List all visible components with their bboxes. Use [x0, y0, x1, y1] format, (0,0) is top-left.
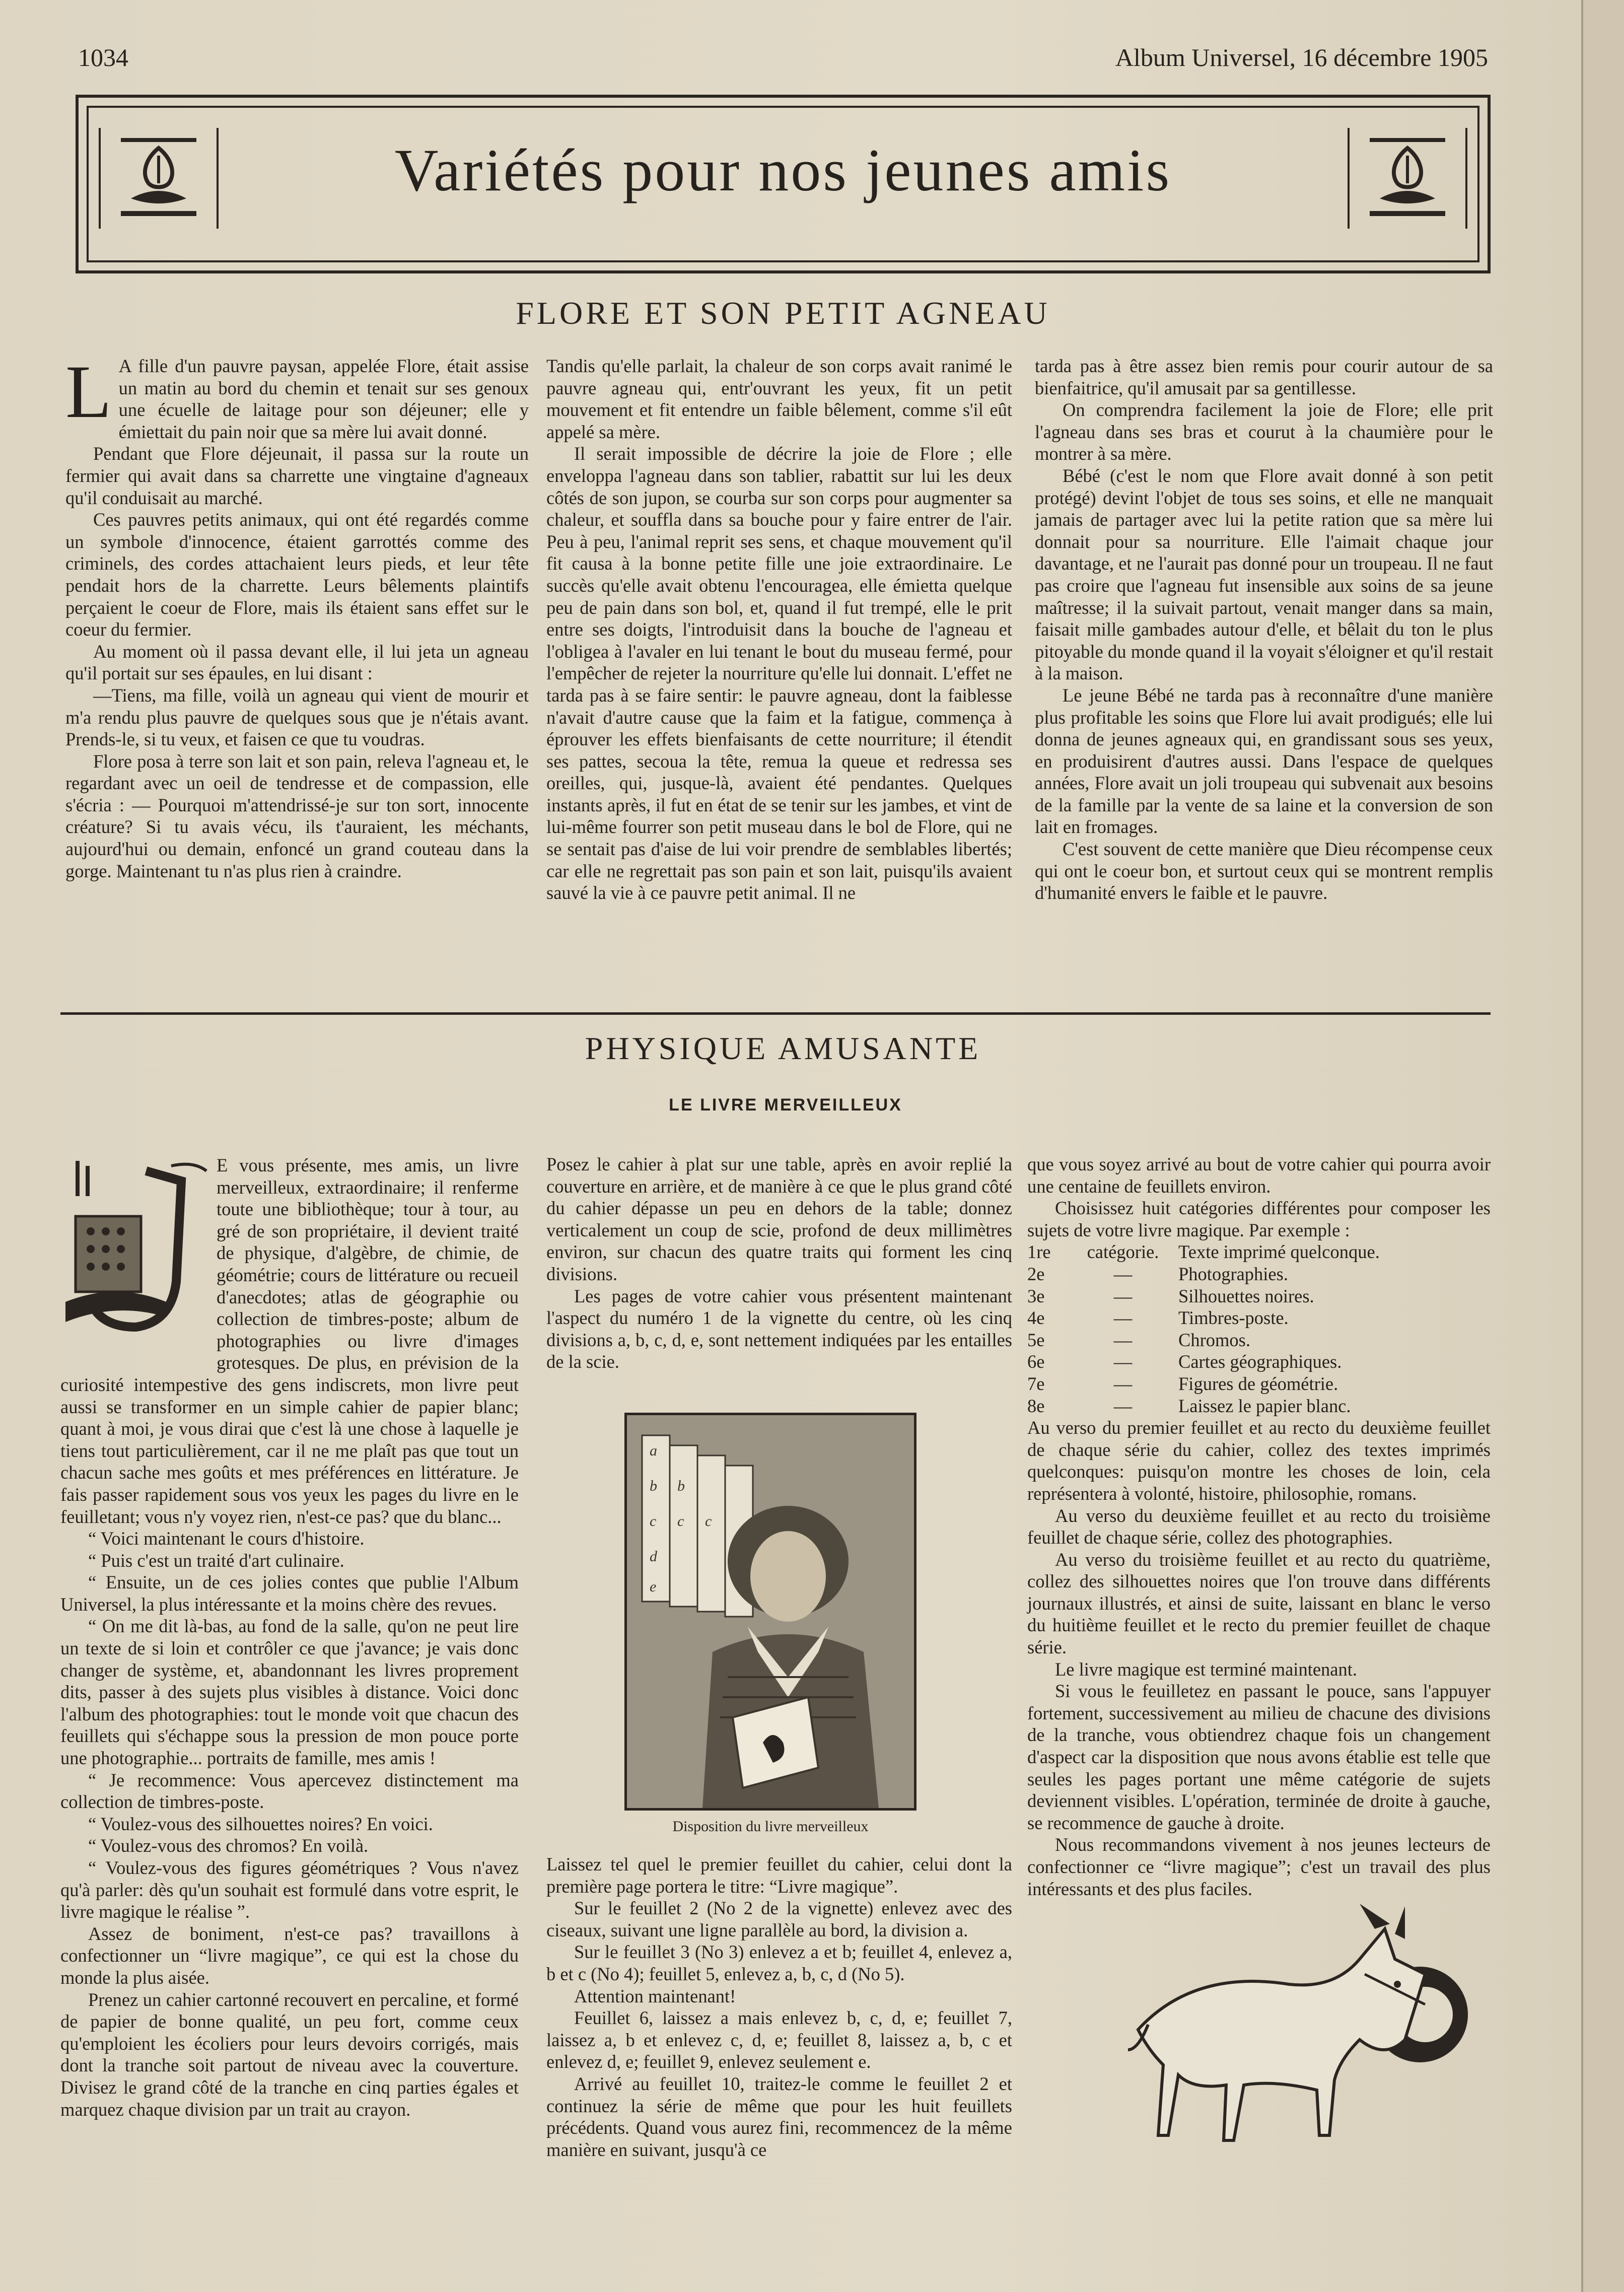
paragraph: Le livre magique est terminé maintenant. — [1055, 1658, 1358, 1680]
paragraph: “ Puis c'est un traité d'art culinaire. — [88, 1550, 344, 1571]
svg-text:d: d — [650, 1548, 657, 1565]
category-number: 5e — [1027, 1329, 1045, 1350]
tulip-ornament-icon — [99, 128, 219, 229]
article-column-2-bottom — [546, 1853, 1012, 2161]
svg-text:c: c — [650, 1513, 657, 1530]
story-column-3 — [1035, 355, 1493, 904]
category-item — [1027, 1241, 1491, 1263]
paragraph: A fille d'un pauvre paysan, appelée Flore, était assise un matin au bord du chemin et tenait sur ses genoux une écuelle de laitage pour son déjeuner; elle y émiettait du pain noir que sa mère lui avait donné. — [118, 356, 529, 442]
section-banner — [76, 95, 1491, 273]
page-number: 1034 — [78, 43, 128, 72]
story-column-1 — [65, 350, 529, 882]
tulip-ornament-icon — [1348, 128, 1467, 229]
svg-text:a: a — [650, 1442, 657, 1459]
category-label: — — [1113, 1351, 1133, 1372]
paragraph: Bébé (c'est le nom que Flore avait donné à son petit protégé) devint l'objet de tous ses soins, et elle ne manquait jamais de partager avec lui la petite ration que sa mère lui donnait pour sa nourriture. Elle l'aimait chaque jour davantage, et ne l'aurait pas donné pour un troupeau. Il ne faut pas croire que l'agneau fut insensible aux soins de sa jeune maîtresse; il la suivait partout, venait manger dans sa main, faisait mille gambades autour d'elle, et bêlait du ton le plus pitoyable du monde quand il la voyait s'éloigner et qu'il restait à la maison. — [1035, 465, 1493, 684]
paragraph: Attention maintenant! — [574, 1985, 736, 2006]
category-number: 3e — [1027, 1285, 1045, 1306]
paragraph: Ces pauvres petits animaux, qui ont été regardés comme un symbole d'innocence, étaient garrottés comme des criminels, des cordes attachaient leurs pieds, et leur tête pendait hors de la charrette. Leurs bêlements plaintifs perçaient le coeur de Flore, mais ils étaient sans effet sur le coeur du fermier. — [65, 509, 529, 640]
paragraph: Les pages de votre cahier vous présentent maintenant l'aspect du numéro 1 de la vignette du centre, où les cinq divisions a, b, c, d, e, sont nettement indiquées par les entailles de la scie. — [546, 1285, 1012, 1372]
paragraph: Sur le feuillet 3 (No 3) enlevez a et b; feuillet 4, enlevez a, b et c (No 4); feuillet 5, enlevez a, b, c, d (No 5). — [546, 1941, 1012, 1984]
category-label: — — [1113, 1395, 1133, 1416]
category-number: 6e — [1027, 1351, 1045, 1372]
article-title: PHYSIQUE AMUSANTE — [585, 1030, 981, 1066]
article-column-1 — [60, 1154, 519, 2120]
category-text: Cartes géographiques. — [1178, 1351, 1342, 1372]
paragraph: Assez de boniment, n'est-ce pas? travaillons à confectionner un “livre magique”, ce qui est la chose du monde la plus aisée. — [60, 1923, 519, 1988]
paragraph: “ Voulez-vous des silhouettes noires? En voici. — [88, 1813, 433, 1834]
paragraph: C'est souvent de cette manière que Dieu récompense ceux qui ont le coeur bon, et surtout ceux qui se montrent remplis d'humanité envers le faible et le pauvre. — [1035, 839, 1493, 904]
svg-text:b: b — [677, 1478, 685, 1494]
section-divider — [60, 1012, 1491, 1015]
book-illustration — [624, 1413, 916, 1811]
category-text: Laissez le papier blanc. — [1178, 1395, 1351, 1416]
paragraph: tarda pas à être assez bien remis pour courir autour de sa bienfaitrice, qu'il amusait par sa gentillesse. — [1035, 356, 1493, 398]
article-paragraphs — [1027, 1153, 1491, 1241]
article-column-3 — [1027, 1153, 1491, 1900]
svg-text:e: e — [650, 1578, 657, 1595]
story-paragraphs — [546, 355, 1012, 904]
paragraph: On comprendra facilement la joie de Flore; elle prit l'agneau dans ses bras et courut à la chaumière pour le montrer à sa mère. — [1035, 399, 1493, 464]
category-text: Photographies. — [1178, 1263, 1288, 1284]
category-label: — — [1113, 1373, 1133, 1394]
article-column-2-top — [546, 1153, 1012, 1373]
story-paragraphs — [1035, 355, 1493, 904]
paragraph: Laissez tel quel le premier feuillet du cahier, celui dont la première page portera le titre: “Livre magique”. — [546, 1854, 1012, 1897]
figure-caption: Disposition du livre merveilleux — [672, 1818, 869, 1835]
category-number: 1re — [1027, 1241, 1051, 1263]
category-label: — — [1113, 1307, 1133, 1329]
paragraph: Nous recommandons vivement à nos jeunes lecteurs de confectionner ce “livre magique”; c'est un travail des plus intéressants et des plus faciles. — [1027, 1834, 1491, 1899]
paragraph: Le jeune Bébé ne tarda pas à reconnaître d'une manière plus profitable les soins que Flore lui avait prodigués; elle lui donna de jeunes agneaux qui, en grandissant sous ses yeux, en produisirent d'autres aussi. Dans l'espace de quelques années, Flore avait un joli troupeau qui subvenait aux besoins de la famille par la vente de sa laine et la conversion de son lait en fromages. — [1035, 684, 1493, 838]
paragraph: Posez le cahier à plat sur une table, après en avoir replié la couverture en arrière, et de manière à ce que le plus grand côté du cahier dépasse un peu en dehors de la table; donnez verticalement un coup de scie, profond de deux millimètres environ, sur chacun des quatre traits qui forment les cinq divisions. — [546, 1154, 1012, 1284]
page-header — [78, 43, 1488, 73]
category-number: 8e — [1027, 1395, 1045, 1416]
paragraph: Tandis qu'elle parlait, la chaleur de son corps avait ranimé le pauvre agneau qui, entr'ouvrant les yeux, fit un petit mouvement et fit entendre un faible bêlement, comme s'il eût appelé sa mère. — [546, 356, 1012, 442]
paragraph: “ On me dit là-bas, au fond de la salle, qu'on ne peut lire un texte de si loin et contrôler ce que j'avance; je vais donc changer de système, et, abandonnant les livres proprement dits, passer à des sujets plus visibles à distance. Voici donc l'album des photographies: tout le monde voit que chacun des feuillets qui s'échappe sous la pression de mon pouce porte une photographie... portraits de famille, mes amis ! — [60, 1616, 519, 1769]
category-number: 4e — [1027, 1307, 1045, 1329]
category-item — [1027, 1351, 1491, 1373]
paragraph: Au verso du deuxième feuillet et au recto du troisième feuillet de chaque série, collez des photographies. — [1027, 1505, 1491, 1548]
article-paragraphs — [546, 1853, 1012, 2161]
category-text: Timbres-poste. — [1178, 1307, 1289, 1329]
donkey-illustration — [1123, 1899, 1506, 2150]
category-item — [1027, 1263, 1491, 1285]
category-label: — — [1113, 1285, 1133, 1306]
paragraph: “ Je recommence: Vous apercevez distinctement ma collection de timbres-poste. — [60, 1769, 519, 1813]
paragraph: “ Voulez-vous des figures géométriques ? Vous n'avez qu'à parler: dès qu'un souhait est formulé dans votre esprit, le livre magique le réalise ”. — [60, 1857, 519, 1922]
paragraph: E vous présente, mes amis, un livre merveilleux, extraordinaire; il renferme toute une bibliothèque; tour à tour, au gré de son propriétaire, il devient traité de physique, d'algèbre, de chimie, de géométrie; cours de littérature ou recueil d'anecdotes; atlas de géographie ou collection de timbres-poste; album de photographies ou livre d'images grotesques. De plus, en prévision de la curiosité intempestive des gens indiscrets, mon livre peut aussi se transformer en un simple cahier de papier blanc; quant à moi, je vous dirai que c'est là une chose à laquelle je tiens tout particulièrement, car il ne me plaît pas que tout un chacun sache mes goûts et mes préférences en littérature. Je fais passer rapidement sous vos yeux les pages du livre en le feuilletant; vous n'y voyez rien, n'est-ce pas? que du blanc... — [60, 1155, 519, 1527]
category-text: Texte imprimé quelconque. — [1178, 1241, 1380, 1263]
paragraph: “ Ensuite, un de ces jolies contes que publie l'Album Universel, la plus intéressante et la moins chère des revues. — [60, 1572, 519, 1615]
banner-title: Variétés pour nos jeunes amis — [394, 136, 1172, 203]
adjacent-page-edge — [1581, 0, 1624, 2292]
paragraph: Au verso du troisième feuillet et au recto du quatrième, collez des silhouettes noires que l'on trouve dans différents journaux illustrés, et ainsi de suite, laissant en blanc le verso du huitième feuillet et le recto du premier feuillet de chaque série. — [1027, 1549, 1491, 1658]
story-paragraphs — [65, 350, 529, 882]
story-title: FLORE ET SON PETIT AGNEAU — [516, 295, 1050, 331]
paragraph: Pendant que Flore déjeunait, il passa sur la route un fermier qui avait dans sa charrette une vingtaine d'agneaux qu'il conduisait au marché. — [65, 443, 529, 508]
svg-text:c: c — [677, 1513, 684, 1530]
category-label: — — [1113, 1329, 1133, 1350]
paragraph: Feuillet 6, laissez a mais enlevez b, c, d, e; feuillet 7, laissez a, b et enlevez c, d, e; feuillet 8, laissez a, b, c et enlevez d, e; feuillet 9, enlevez seulement e. — [546, 2007, 1012, 2072]
story-column-2 — [546, 355, 1012, 904]
category-number: 2e — [1027, 1263, 1045, 1284]
category-item — [1027, 1373, 1491, 1395]
svg-text:c: c — [705, 1513, 712, 1530]
article-subtitle: LE LIVRE MERVEILLEUX — [669, 1095, 902, 1115]
category-list — [1027, 1241, 1491, 1417]
category-text: Chromos. — [1178, 1329, 1250, 1350]
paragraph: que vous soyez arrivé au bout de votre cahier qui pourra avoir une centaine de feuillets environ. — [1027, 1154, 1491, 1197]
category-label: catégorie. — [1087, 1241, 1159, 1263]
paragraph: Flore posa à terre son lait et son pain, releva l'agneau et, le regardant avec un oeil de tendresse et de compassion, elle s'écria : — Pourquoi m'attendrissé-je sur ton sort, innocente créature? Si tu avais vécu, ils t'auraient, les méchants, aujourd'hui ou demain, enfoncé un grand couteau dans la gorge. Maintenant tu n'as plus rien à craindre. — [65, 750, 529, 881]
paragraph: Au verso du premier feuillet et au recto du deuxième feuillet de chaque série du cahier, collez des textes imprimés quelconques: puisqu'on montre les choses de loin, cela représentera à volonté, histoire, philosophie, romans. — [1027, 1417, 1491, 1504]
paragraph: Il serait impossible de décrire la joie de Flore ; elle enveloppa l'agneau dans son tablier, rabattit sur lui les deux côtés de son jupon, se courba sur son corps pour augmenter sa chaleur, et souffla dans sa bouche pour y faire entrer de l'air. Peu à peu, l'animal reprit ses sens, et chaque mouvement qu'il fit causa à la bonne petite fille une joie extraordinaire. Le succès qu'elle avait obtenu l'encouragea, elle émietta quelque peu de pain dans son bol, et, quand il fut trempé, elle le prit entre ses doigts, l'introduisit dans la bouche de l'agneau et l'obligea à l'avaler en lui tenant le bout du museau fermé, pour l'empêcher de rejeter la nourriture qu'elle lui donnait. L'effet ne tarda pas à se faire sentir: le pauvre agneau, dont la faiblesse n'avait d'autre cause que la faim et la fatigue, commença à éprouver les effets bienfaisants de cette nourriture; il étendit ses pattes, secoua la tête, remua la queue et redressa ses oreilles, qui, jusque-là, avaient été pendantes. Quelques instants après, il fut en état de se tenir sur les jambes, et vint de lui-même fourrer son petit museau dans le bol de Flore, qui ne se sentait pas d'aise de lui voir prendre de semblables libertés; car elle ne regrettait pas son pain et son lait, puisqu'ils avaient sauvé la vie à ce pauvre petit animal. Il ne — [546, 443, 1012, 904]
category-text: Silhouettes noires. — [1178, 1285, 1314, 1306]
paragraph: Arrivé au feuillet 10, traitez-le comme le feuillet 2 et continuez la série de même que pour les huit feuillets précédents. Quand vous aurez fini, recommencez de la même manière en suivant, jusqu'à ce — [546, 2073, 1012, 2160]
paragraph: Prenez un cahier cartonné recouvert en percaline, et formé de papier de bonne qualité, un peu fort, comme ceux qu'emploient les écoliers pour leurs devoirs corrigés, mais dont la tranche soit partout de niveau avec la couverture. Divisez le grand côté de la tranche en cinq parties égales et marquez chaque division par un trait au crayon. — [60, 1989, 519, 2120]
paragraph: Au moment où il passa devant elle, il lui jeta un agneau qu'il portait sur ses épaules, en lui disant : — [65, 641, 529, 684]
svg-text:b: b — [650, 1478, 657, 1494]
category-item — [1027, 1307, 1491, 1329]
paragraph: Si vous le feuilletez en passant le pouce, sans l'appuyer fortement, successivement au milieu de chacune des divisions de la tranche, vous obtiendrez chaque fois un changement d'aspect car la disposition que nous avons établie est telle que seules les pages portant une même catégorie de sujets deviennent visibles. L'opération, terminée de droite à gauche, se recommence de gauche à droite. — [1027, 1681, 1491, 1833]
article-paragraphs — [546, 1153, 1012, 1373]
category-item — [1027, 1329, 1491, 1351]
paragraph: Choisissez huit catégories différentes pour composer les sujets de votre livre magique. Par exemple : — [1027, 1198, 1491, 1240]
paragraph: Sur le feuillet 2 (No 2 de la vignette) enlevez avec des ciseaux, suivant une ligne parallèle au bord, la division a. — [546, 1898, 1012, 1940]
paragraph: “ Voici maintenant le cours d'histoire. — [88, 1528, 365, 1549]
category-item — [1027, 1285, 1491, 1307]
article-paragraphs — [1027, 1417, 1491, 1900]
category-number: 7e — [1027, 1373, 1045, 1394]
category-item — [1027, 1395, 1491, 1417]
category-label: — — [1113, 1263, 1133, 1284]
paragraph: “ Voulez-vous des chromos? En voilà. — [88, 1835, 369, 1856]
publication-date: Album Universel, 16 décembre 1905 — [1115, 43, 1488, 72]
drop-cap: L — [65, 350, 112, 434]
category-text: Figures de géométrie. — [1178, 1373, 1338, 1394]
paragraph: —Tiens, ma fille, voilà un agneau qui vient de mourir et m'a rendu plus pauvre de quelques sous que je n'étais avant. Prends-le, si tu veux, et faisen ce que tu voudras. — [65, 684, 529, 750]
